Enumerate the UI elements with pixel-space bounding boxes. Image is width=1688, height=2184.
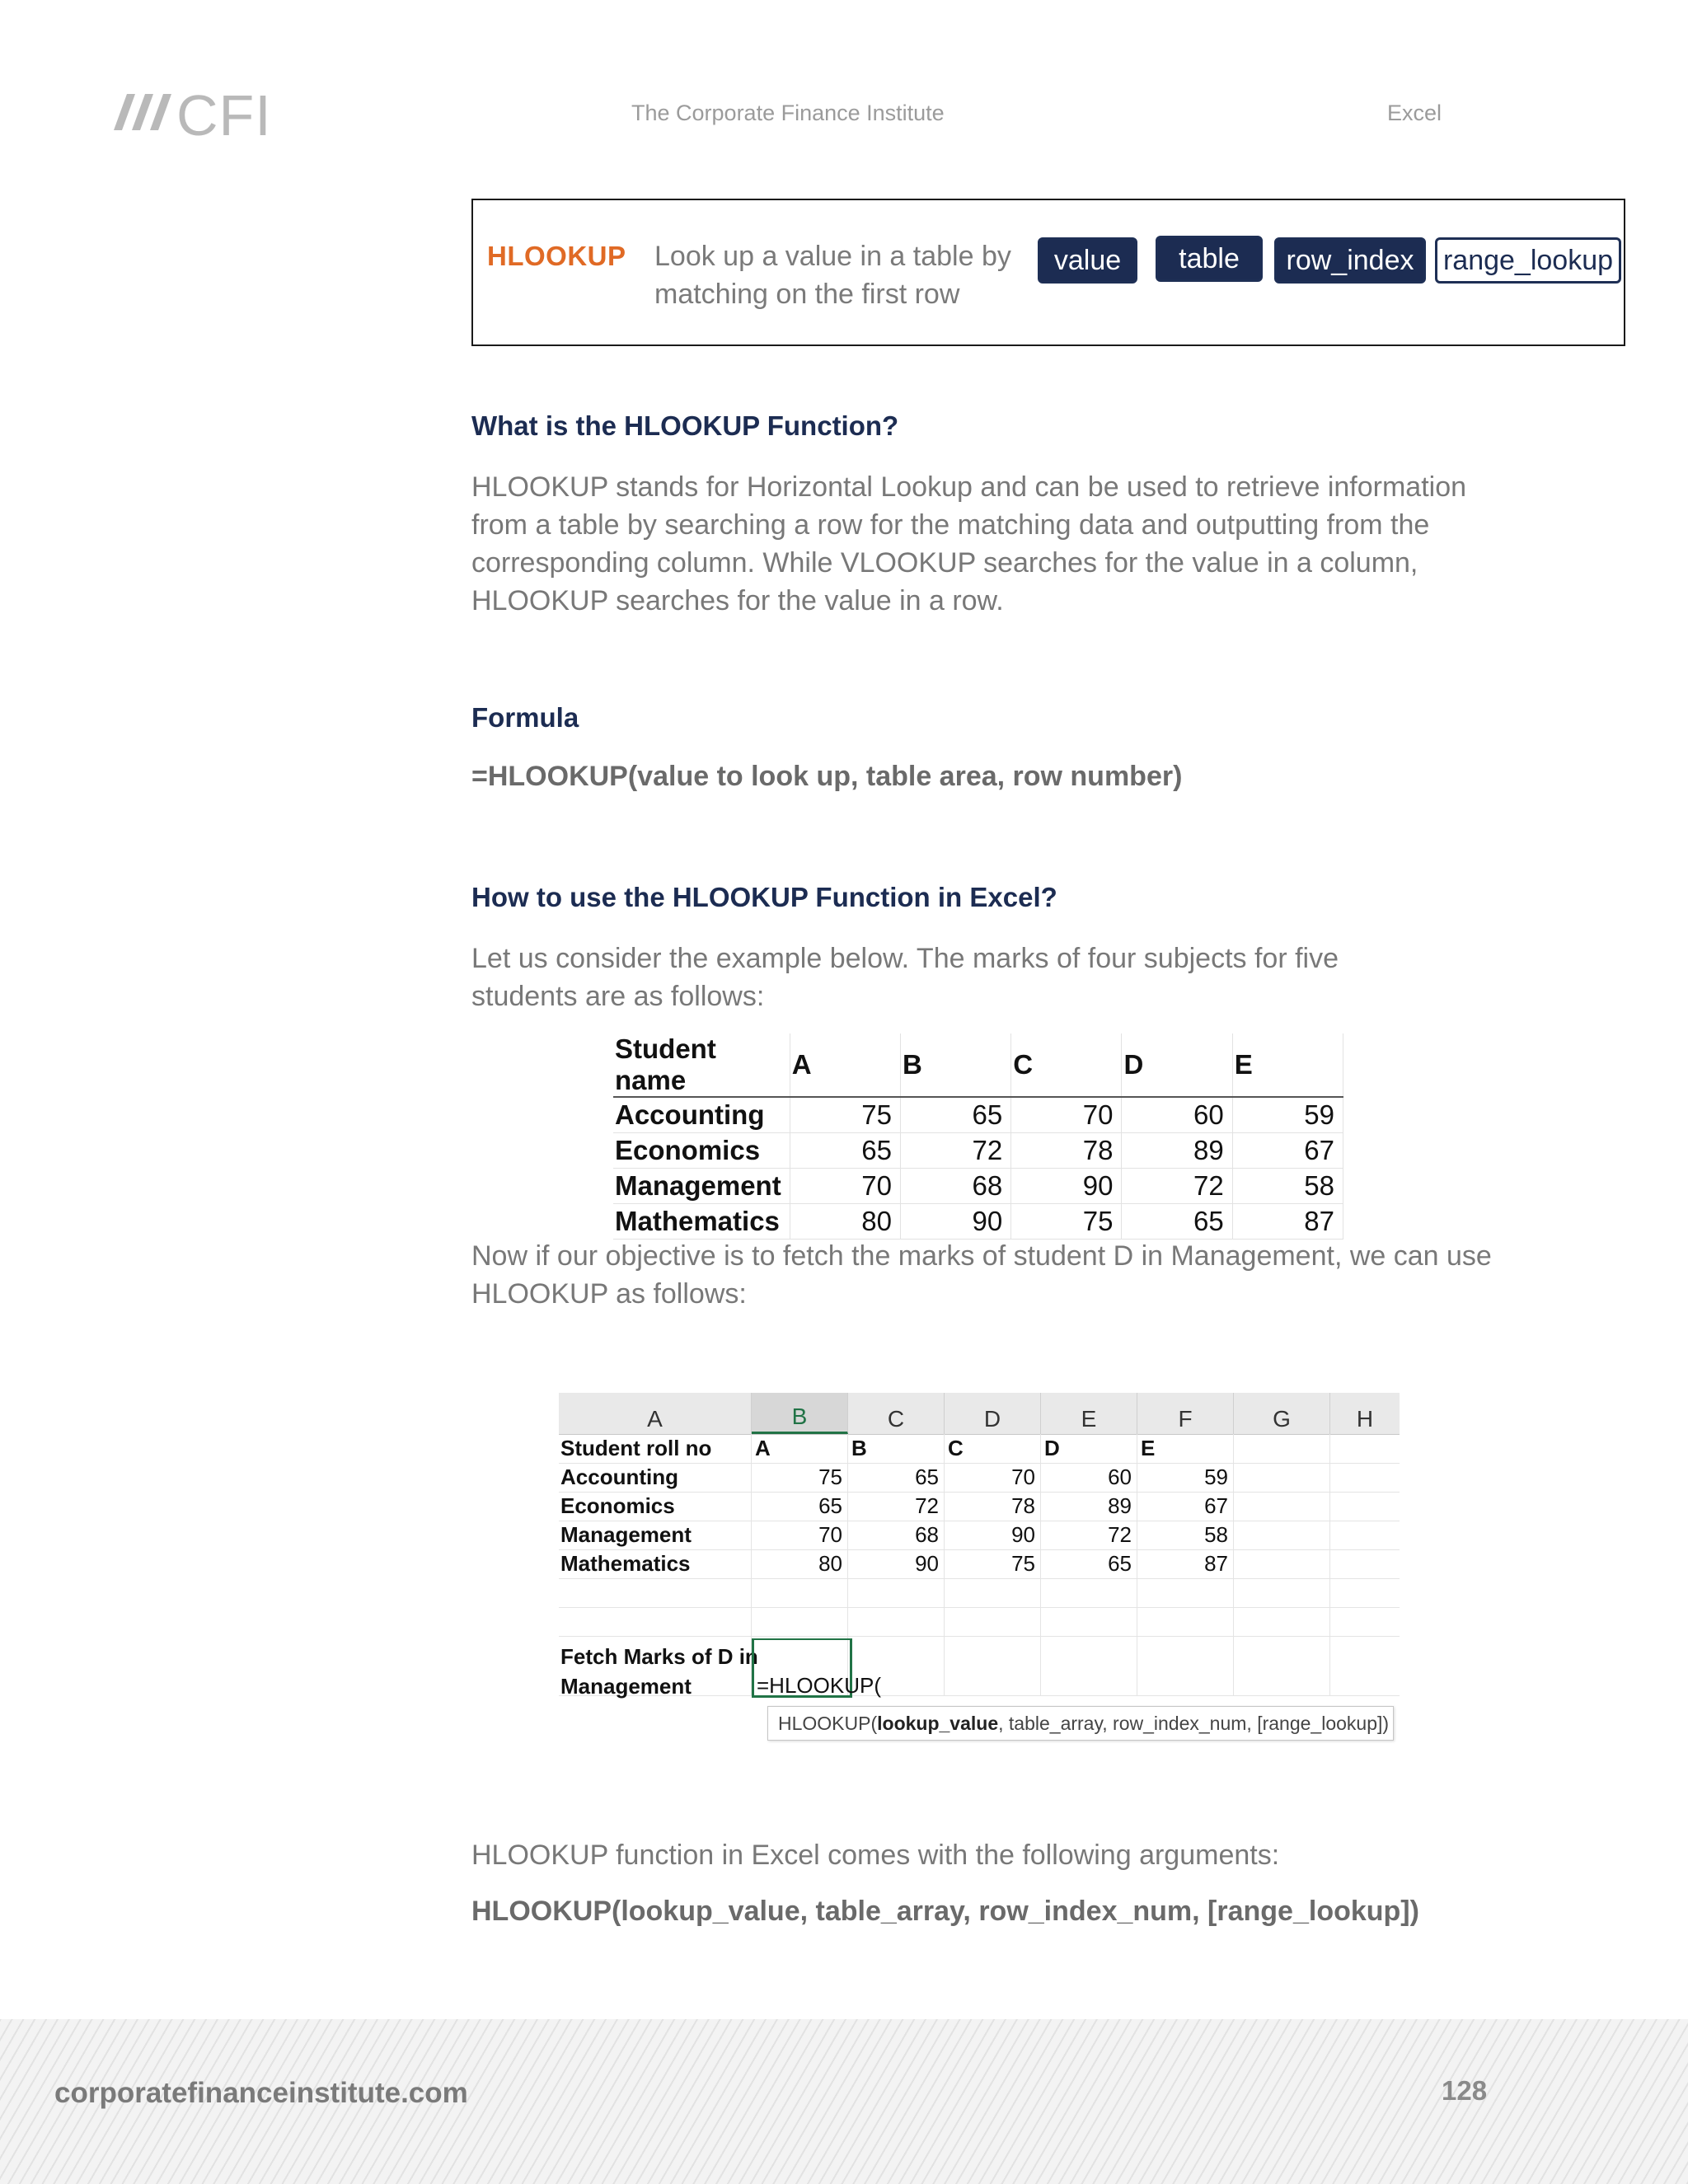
- table-header-cell: E: [1232, 1033, 1343, 1097]
- table-cell: 65: [1122, 1204, 1232, 1240]
- header-category: Excel: [1387, 101, 1442, 125]
- footer-url: corporatefinanceinstitute.com: [54, 2077, 468, 2109]
- arg-pill-range-lookup: range_lookup: [1435, 237, 1621, 284]
- cell[interactable]: 68: [848, 1521, 945, 1549]
- column-header-a[interactable]: A: [559, 1393, 752, 1434]
- cell[interactable]: B: [851, 1434, 945, 1463]
- cell[interactable]: [945, 1636, 1041, 1695]
- excel-screenshot: [559, 1393, 1400, 1753]
- cell[interactable]: [945, 1578, 1041, 1607]
- table-cell: Management: [613, 1169, 790, 1204]
- cell[interactable]: 78: [945, 1492, 1041, 1521]
- cell[interactable]: [1041, 1607, 1137, 1636]
- cell[interactable]: [1234, 1549, 1330, 1578]
- section-heading-how: How to use the HLOOKUP Function in Excel?: [471, 882, 1057, 912]
- column-header-c[interactable]: C: [848, 1393, 945, 1434]
- cell[interactable]: [1234, 1521, 1330, 1549]
- table-cell: 70: [790, 1169, 900, 1204]
- table-header-cell: C: [1011, 1033, 1122, 1097]
- spreadsheet-row: [559, 1434, 1400, 1464]
- cell[interactable]: 58: [1137, 1521, 1234, 1549]
- cell[interactable]: 80: [752, 1549, 848, 1578]
- paragraph-arguments: HLOOKUP function in Excel comes with the following arguments:: [471, 1840, 1280, 1871]
- spreadsheet-row-empty: [559, 1578, 1400, 1608]
- cell[interactable]: [1234, 1463, 1330, 1492]
- cell[interactable]: 70: [945, 1463, 1041, 1492]
- spreadsheet-row: [559, 1492, 1400, 1521]
- cell[interactable]: [1234, 1578, 1330, 1607]
- arg-pill-table: table: [1156, 236, 1263, 282]
- spreadsheet-row: [559, 1521, 1400, 1550]
- cell[interactable]: Economics: [560, 1492, 752, 1521]
- function-name: HLOOKUP: [487, 241, 626, 271]
- table-cell: 90: [900, 1204, 1010, 1240]
- column-header-bar: [559, 1393, 1400, 1435]
- section-heading-what: What is the HLOOKUP Function?: [471, 410, 899, 441]
- cell[interactable]: 65: [1041, 1549, 1137, 1578]
- cell[interactable]: [559, 1578, 752, 1607]
- table-cell: Economics: [613, 1133, 790, 1169]
- cell[interactable]: Accounting: [560, 1463, 752, 1492]
- cell[interactable]: [848, 1578, 945, 1607]
- tooltip-bold-arg: lookup_value: [877, 1712, 999, 1734]
- cell[interactable]: A: [755, 1434, 848, 1463]
- table-header-row: [613, 1033, 1343, 1097]
- cell[interactable]: [1137, 1636, 1234, 1695]
- cell[interactable]: E: [1141, 1434, 1234, 1463]
- table-row: [613, 1204, 1343, 1240]
- table-cell: 72: [1122, 1169, 1232, 1204]
- cell[interactable]: 72: [848, 1492, 945, 1521]
- table-row: [613, 1133, 1343, 1169]
- table-cell: 68: [900, 1169, 1010, 1204]
- function-description: Look up a value in a table by matching on the first row: [654, 241, 1011, 310]
- cell[interactable]: [1234, 1636, 1330, 1695]
- paragraph-how: Let us consider the example below. The marks of four subjects for five students are as follows:: [471, 943, 1339, 1012]
- fetch-label-line2: Management: [560, 1674, 692, 1699]
- page-number: 128: [1442, 2075, 1488, 2106]
- table-cell: Accounting: [613, 1097, 790, 1133]
- cell[interactable]: [1137, 1578, 1234, 1607]
- table-cell: 72: [900, 1133, 1010, 1169]
- spreadsheet-row: [559, 1549, 1400, 1579]
- formula-input[interactable]: =HLOOKUP(: [757, 1673, 881, 1698]
- cell[interactable]: Mathematics: [560, 1549, 752, 1578]
- tooltip-func: HLOOKUP(: [778, 1712, 878, 1734]
- cell[interactable]: 65: [848, 1463, 945, 1492]
- table-header-cell: B: [900, 1033, 1010, 1097]
- table-cell: 60: [1122, 1097, 1232, 1133]
- table-row: [613, 1097, 1343, 1133]
- cell[interactable]: 70: [752, 1521, 848, 1549]
- logo-text: CFI: [176, 83, 272, 148]
- cell[interactable]: [1234, 1607, 1330, 1636]
- cell[interactable]: 89: [1041, 1492, 1137, 1521]
- column-header-b[interactable]: B: [752, 1393, 848, 1434]
- cell[interactable]: [1041, 1578, 1137, 1607]
- function-signature: HLOOKUP(lookup_value, table_array, row_index_num, [range_lookup]): [471, 1896, 1419, 1927]
- fetch-label: [560, 1642, 758, 1701]
- table-row: [613, 1169, 1343, 1204]
- cell[interactable]: 87: [1137, 1549, 1234, 1578]
- arg-pill-row-index: row_index: [1274, 237, 1426, 284]
- table-cell: 78: [1011, 1133, 1122, 1169]
- cell[interactable]: D: [1044, 1434, 1137, 1463]
- cell[interactable]: [1041, 1636, 1137, 1695]
- fetch-label-line1: Fetch Marks of D in: [560, 1644, 758, 1669]
- paragraph-what: HLOOKUP stands for Horizontal Lookup and can be used to retrieve information from a table by searching a row for the matching data and outputting from the corresponding column. While VLOOKUP searches for the value in a column, HLOOKUP searches for the value in a row.: [471, 471, 1467, 616]
- cell[interactable]: [752, 1607, 848, 1636]
- cell[interactable]: 65: [752, 1492, 848, 1521]
- table-cell: 90: [1011, 1169, 1122, 1204]
- column-header-f[interactable]: F: [1137, 1393, 1234, 1434]
- spreadsheet-row-empty: [559, 1607, 1400, 1637]
- column-header-h[interactable]: H: [1356, 1406, 1374, 1432]
- paragraph-objective: Now if our objective is to fetch the marks of student D in Management, we can use HLOOKUP as follows:: [471, 1240, 1492, 1310]
- cell[interactable]: 90: [945, 1521, 1041, 1549]
- table-cell: 80: [790, 1204, 900, 1240]
- cell[interactable]: [1234, 1434, 1330, 1463]
- table-cell: Mathematics: [613, 1204, 790, 1240]
- cell[interactable]: 67: [1137, 1492, 1234, 1521]
- table-cell: 75: [1011, 1204, 1122, 1240]
- cell[interactable]: C: [948, 1434, 1041, 1463]
- cell[interactable]: Student roll no: [560, 1434, 752, 1463]
- table-cell: 70: [1011, 1097, 1122, 1133]
- cell[interactable]: [1137, 1607, 1234, 1636]
- column-header-g[interactable]: G: [1234, 1393, 1330, 1434]
- function-tooltip: [767, 1706, 1394, 1741]
- cell[interactable]: 90: [848, 1549, 945, 1578]
- table-header-cell: A: [790, 1033, 900, 1097]
- cell[interactable]: 60: [1041, 1463, 1137, 1492]
- tooltip-rest: , table_array, row_index_num, [range_lookup]): [998, 1712, 1390, 1734]
- cell[interactable]: 75: [945, 1549, 1041, 1578]
- cell[interactable]: [848, 1607, 945, 1636]
- table-header-cell: Student name: [613, 1033, 790, 1097]
- table-cell: 59: [1232, 1097, 1343, 1133]
- column-header-d[interactable]: D: [945, 1393, 1041, 1434]
- table-cell: 65: [790, 1133, 900, 1169]
- cell[interactable]: [945, 1607, 1041, 1636]
- cell[interactable]: [559, 1607, 752, 1636]
- cell[interactable]: 75: [752, 1463, 848, 1492]
- spreadsheet-row: [559, 1463, 1400, 1493]
- table-cell: 75: [790, 1097, 900, 1133]
- cell[interactable]: Management: [560, 1521, 752, 1549]
- section-heading-formula: Formula: [471, 702, 579, 733]
- table-header-cell: D: [1122, 1033, 1232, 1097]
- cell[interactable]: [1234, 1492, 1330, 1521]
- marks-table: [613, 1033, 1343, 1240]
- cell[interactable]: [752, 1578, 848, 1607]
- arg-pill-value: value: [1038, 237, 1137, 284]
- table-cell: 65: [900, 1097, 1010, 1133]
- column-header-e[interactable]: E: [1041, 1393, 1137, 1434]
- cell[interactable]: 72: [1041, 1521, 1137, 1549]
- table-cell: 87: [1232, 1204, 1343, 1240]
- table-cell: 67: [1232, 1133, 1343, 1169]
- cell[interactable]: 59: [1137, 1463, 1234, 1492]
- table-cell: 89: [1122, 1133, 1232, 1169]
- table-cell: 58: [1232, 1169, 1343, 1204]
- formula-text: =HLOOKUP(value to look up, table area, row number): [471, 761, 1183, 792]
- header-title: The Corporate Finance Institute: [631, 101, 945, 125]
